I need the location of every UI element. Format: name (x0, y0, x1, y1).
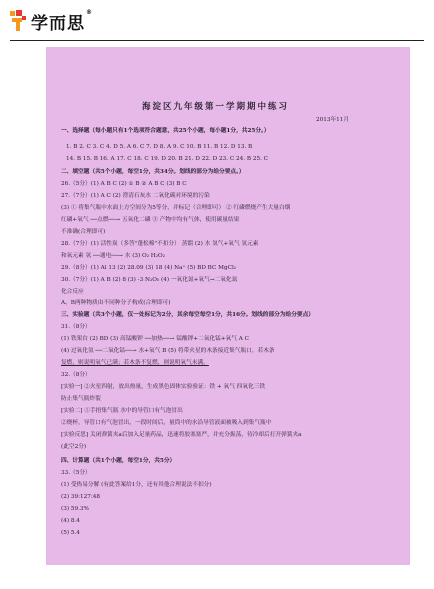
sheet-date: 2013年11月 (316, 117, 350, 123)
answer-line: (3) ① 将集气瓶中水面上方空间分为5等分，并标记（合理即可） ② 红磷燃烧产生大量白烟 (61, 205, 291, 211)
answer-line: A、B两种物质由不同种分子构成(合理即可) (61, 300, 171, 306)
answer-line: (此空2分) (61, 444, 87, 450)
brand-logo (9, 6, 129, 36)
section-calc-header: 四、计算题（共1个小题，每空1分，共5分） (61, 458, 176, 464)
brand-name: 学而思® (31, 9, 93, 34)
answer-line: 29.（8分）(1) Al 13 (2) 28.09 (3) 18 (4) Na⁺ (5) BD BC MgCl₂ (61, 265, 237, 271)
answer-line: [实验反思] 关闭弹簧夹a后加入足量药品，迅速将胶塞塞严，并充分振荡，待冷却后打开弹簧夹a (61, 432, 302, 438)
answer-line: 31.（8分） (61, 324, 91, 330)
answer-line: [实验二] ①手捂集气瓶 水中的导管口有气泡冒出 (61, 408, 183, 414)
xueersi-logo-icon (9, 10, 27, 32)
answer-line: [实验一] ②火星四射，放出热量，生成黑色固体实验验证：铁 + 氧气 四氧化三铁 (61, 384, 266, 390)
answer-line: ②烧杯，导管口有气泡冒出，一段时间后，量筒中的水沿导管液面被吸入到集气瓶中 (61, 420, 272, 426)
section-choice-header: 一、选择题（每小题只有1个选项符合题意，共25个小题，每小题1分，共25分。） (61, 128, 270, 134)
answer-line: 不准确(合理即可) (61, 229, 106, 235)
answer-line: 化合反应 (61, 289, 84, 295)
answer-line: 防止集气瓶炸裂 (61, 396, 101, 402)
answer-line: (2) 39:127:48 (61, 494, 101, 500)
answer-line: 和氧元素 氢 ──通电──→ 水 (3) O₂ H₂O₂ (61, 253, 165, 259)
answer-line: 28.（7分）(1) 活性炭（多答"蓬松棉"不扣分） 蒸馏 (2) 水 氢气+氧气 氢元素 (61, 241, 259, 247)
answer-line: 26.（5分）(1) A B C (2) ① B ② A B C (3) B C (61, 181, 187, 187)
answer-line: 复燃，则说明氧气已满；若木条不复燃，则说明氧气未满。 (61, 360, 209, 366)
answer-line: 27.（7分）(1) A C (2) 澄清石灰水 二氧化碳对环境的污染 (61, 193, 210, 199)
answer-line: (1) 受热易分解 (有此答案给1分，还有其他合理说法不扣分) (61, 482, 212, 488)
section-fill-header: 二、填空题（共5个小题，每空1分，共34分。划线的部分为给分要点。） (61, 169, 245, 175)
header-rule (10, 40, 424, 41)
sheet-title: 海淀区九年级第一学期期中练习 (142, 102, 290, 112)
answer-line: (1) 铁架台 (2) BD (3) 高锰酸钾 ──加热──→ 锰酸钾+二氧化锰+氧气 A C (61, 336, 250, 342)
section-experiment-header: 三、实验题（共3个小题，仅一处标记为2分，其余每空每空1分，共16分。划线的部分为给分要点） (61, 312, 314, 318)
answer-line: (3) 59.3% (61, 506, 89, 512)
answer-line: 1. B 2. C 3. C 4. D 5. A 6. C 7. D 8. A 9. C 10. B 11. B 12. D 13. B (66, 144, 253, 150)
answer-line: 32.（8分） (61, 372, 91, 378)
answer-line: 33.（5分） (61, 470, 91, 476)
answer-line: (4) 8.4 (61, 518, 80, 524)
answer-line: 14. B 15. B 16. A 17. C 18. C 19. D 20. B 21. D 22. D 23. C 24. B 25. C (66, 156, 269, 162)
answer-line: 30.（7分）(1) A B (2) 8 (3) -3 N₂O₅ (4) 一氧化氮+氧气→二氧化氮 (61, 277, 238, 283)
answer-line: (4) 过氧化氢 ──二氧化锰──→ 水+氧气 B (5) 将带火星的木条接近集气瓶口，若木条 (61, 348, 275, 354)
answer-line: 红磷+氧气 ──点燃──→ 五氧化二磷 ③ 产物中均有气体，使用碳量结果 (61, 217, 240, 223)
answer-line: (5) 5.4 (61, 530, 80, 536)
